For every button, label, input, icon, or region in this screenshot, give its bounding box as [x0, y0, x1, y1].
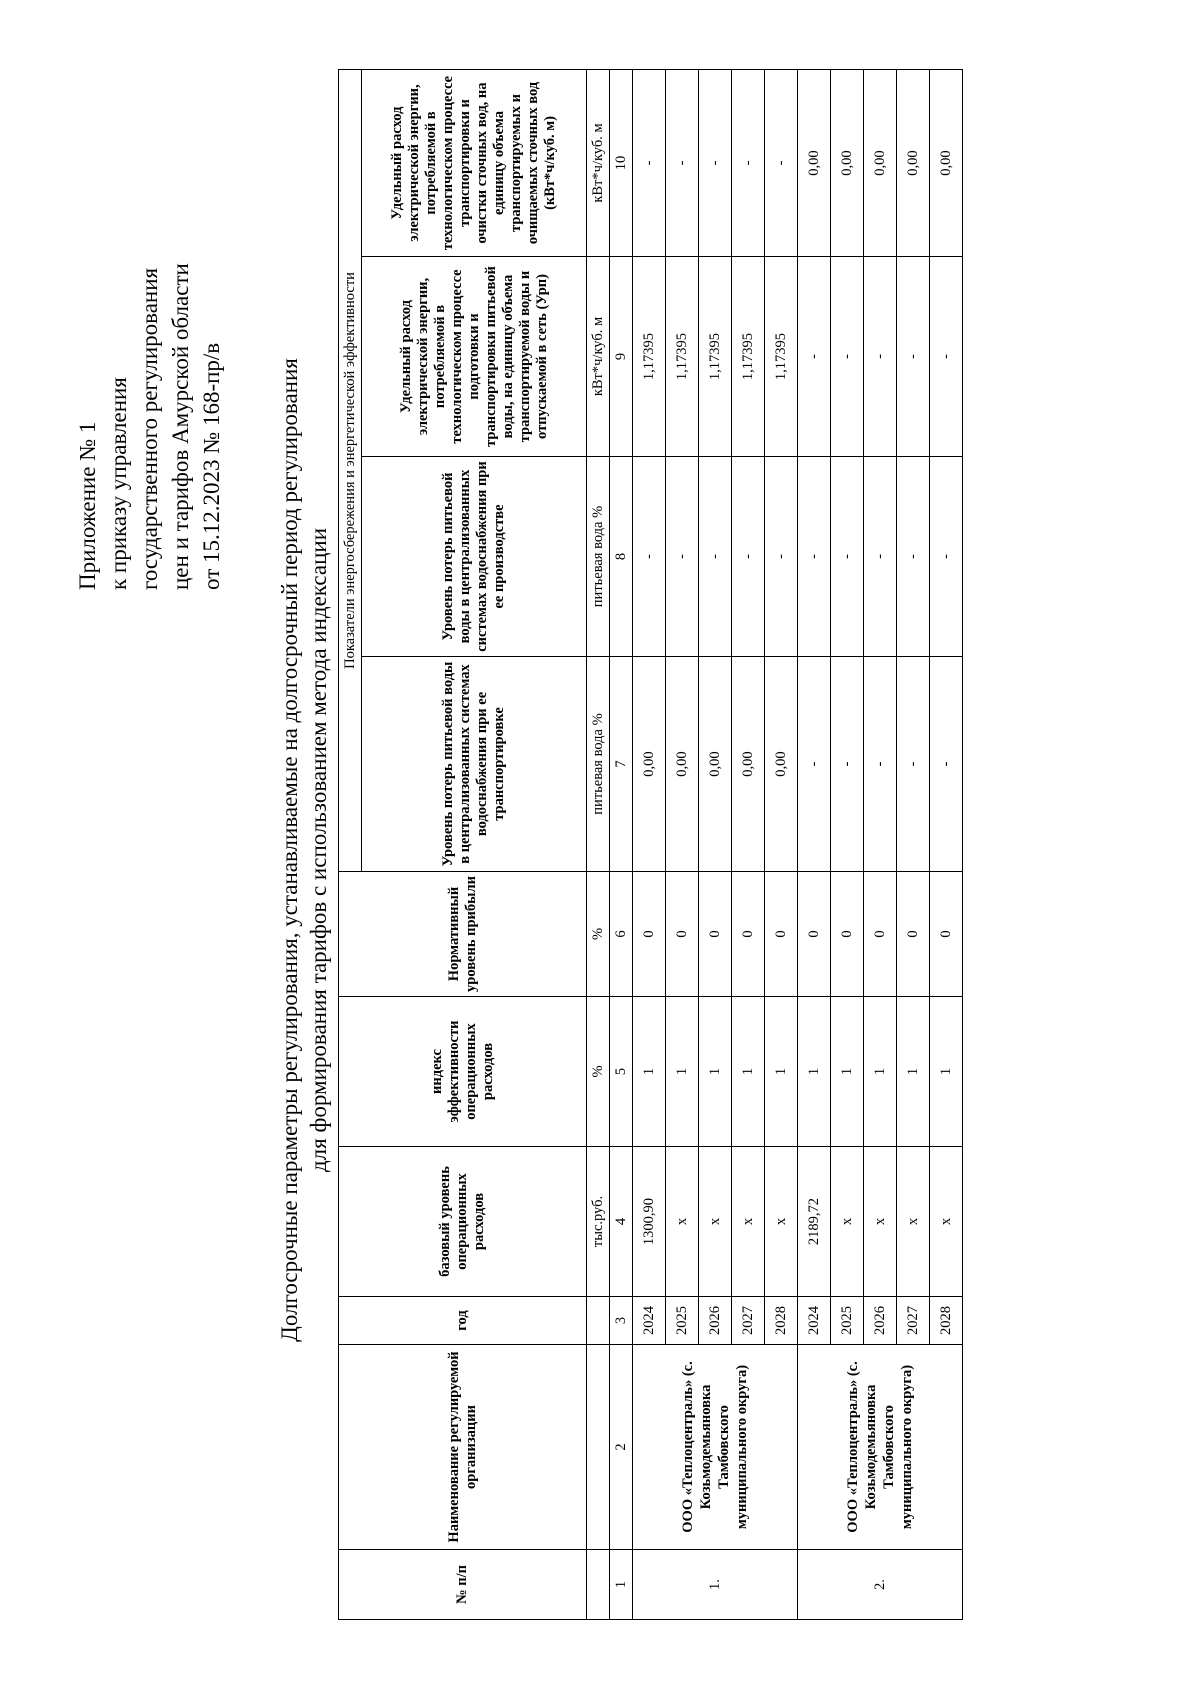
col-header-year: год: [339, 1297, 587, 1345]
base-opex-cell: х: [864, 1147, 897, 1297]
year-cell: 2026: [864, 1297, 897, 1345]
row-number: 1.: [633, 1550, 798, 1620]
unit-cell: [587, 1297, 610, 1345]
base-opex-cell: 1300,90: [633, 1147, 666, 1297]
loss-transport-cell: 0,00: [666, 657, 699, 872]
column-number: 8: [610, 457, 633, 657]
index-cell: 1: [798, 997, 831, 1147]
loss-transport-cell: 0,00: [633, 657, 666, 872]
column-number: 2: [610, 1345, 633, 1550]
energy-sewage-cell: -: [699, 69, 732, 256]
unit-cell: питьевая вода %: [587, 657, 610, 872]
col-header-energy-sewage: Удельный расход электрической энергии, потребляемой в технологическом процессе транспортировки и очистки сточных вод, на единицу объема транспортируемых и очищаемых сточных вод (кВт*ч/куб. м): [362, 69, 587, 256]
base-opex-cell: х: [897, 1147, 930, 1297]
rotated-document-page: [20, 60, 1110, 1640]
loss-transport-cell: 0,00: [699, 657, 732, 872]
col-header-profit: Нормативный уровень прибыли: [339, 872, 587, 997]
col-header-org: Наименование регулируемой организации: [339, 1345, 587, 1550]
column-number: 6: [610, 872, 633, 997]
column-number: 10: [610, 69, 633, 256]
unit-cell: кВт*ч/куб. м: [587, 69, 610, 256]
index-cell: 1: [864, 997, 897, 1147]
loss-production-cell: -: [930, 457, 963, 657]
unit-cell: кВт*ч/куб. м: [587, 257, 610, 457]
profit-cell: 0: [798, 872, 831, 997]
energy-sewage-cell: 0,00: [897, 69, 930, 256]
index-cell: 1: [765, 997, 798, 1147]
unit-cell: питьевая вода %: [587, 457, 610, 657]
index-cell: 1: [633, 997, 666, 1147]
table-row: [633, 69, 666, 1619]
index-cell: 1: [699, 997, 732, 1147]
profit-cell: 0: [864, 872, 897, 997]
energy-sewage-cell: -: [765, 69, 798, 256]
loss-production-cell: -: [666, 457, 699, 657]
table-row: [798, 69, 831, 1619]
profit-cell: 0: [699, 872, 732, 997]
loss-production-cell: -: [633, 457, 666, 657]
header-line: к приказу управления: [106, 377, 131, 590]
header-line: государственного регулирования: [137, 267, 162, 590]
loss-transport-cell: -: [930, 657, 963, 872]
energy-water-cell: -: [798, 257, 831, 457]
title-line-2: для формирования тарифов с использованием метода индексации: [306, 527, 331, 1173]
base-opex-cell: х: [666, 1147, 699, 1297]
profit-cell: 0: [831, 872, 864, 997]
profit-cell: 0: [897, 872, 930, 997]
title-line-1: Долгосрочные параметры регулирования, устанавливаемые на долгосрочный период регулирования: [277, 358, 302, 1342]
column-number: 9: [610, 257, 633, 457]
loss-transport-cell: 0,00: [732, 657, 765, 872]
unit-cell: [587, 1550, 610, 1620]
base-opex-cell: х: [699, 1147, 732, 1297]
loss-transport-cell: -: [831, 657, 864, 872]
index-cell: 1: [897, 997, 930, 1147]
column-number: 4: [610, 1147, 633, 1297]
unit-cell: %: [587, 997, 610, 1147]
index-cell: 1: [732, 997, 765, 1147]
base-opex-cell: х: [930, 1147, 963, 1297]
loss-production-cell: -: [798, 457, 831, 657]
energy-sewage-cell: -: [732, 69, 765, 256]
year-cell: 2027: [897, 1297, 930, 1345]
year-cell: 2025: [831, 1297, 864, 1345]
loss-production-cell: -: [732, 457, 765, 657]
index-cell: 1: [666, 997, 699, 1147]
header-line: цен и тарифов Амурской области: [168, 263, 193, 590]
base-opex-cell: 2189,72: [798, 1147, 831, 1297]
col-header-loss-production: Уровень потерь питьевой воды в централизованных системах водоснабжения при ее производстве: [362, 457, 587, 657]
column-number: 5: [610, 997, 633, 1147]
loss-production-cell: -: [765, 457, 798, 657]
profit-cell: 0: [732, 872, 765, 997]
energy-water-cell: -: [930, 257, 963, 457]
profit-cell: 0: [633, 872, 666, 997]
col-header-efficiency-index: индекс эффективности операционных расходов: [339, 997, 587, 1147]
energy-sewage-cell: 0,00: [831, 69, 864, 256]
year-cell: 2024: [798, 1297, 831, 1345]
energy-water-cell: 1,17395: [633, 257, 666, 457]
year-cell: 2024: [633, 1297, 666, 1345]
loss-production-cell: -: [864, 457, 897, 657]
energy-water-cell: -: [831, 257, 864, 457]
year-cell: 2028: [765, 1297, 798, 1345]
energy-sewage-cell: 0,00: [930, 69, 963, 256]
approval-header: [72, 70, 227, 590]
base-opex-cell: х: [732, 1147, 765, 1297]
loss-transport-cell: -: [864, 657, 897, 872]
energy-water-cell: -: [864, 257, 897, 457]
organization-name: ООО «Теплоцентраль» (с. Козьмодемьяновка Тамбовского муниципального округа): [633, 1345, 798, 1550]
index-cell: 1: [930, 997, 963, 1147]
base-opex-cell: х: [831, 1147, 864, 1297]
col-header-loss-transport: Уровень потерь питьевой воды в централизованных системах водоснабжения при ее транспортировке: [362, 657, 587, 872]
energy-water-cell: 1,17395: [666, 257, 699, 457]
energy-water-cell: -: [897, 257, 930, 457]
header-line: от 15.12.2023 № 168-пр/в: [199, 342, 224, 590]
header-line: Приложение № 1: [75, 421, 100, 590]
column-number: 1: [610, 1550, 633, 1620]
year-cell: 2027: [732, 1297, 765, 1345]
energy-water-cell: 1,17395: [732, 257, 765, 457]
loss-production-cell: -: [699, 457, 732, 657]
document-title: [275, 60, 333, 1640]
col-header-base-opex: базовый уровень операционных расходов: [339, 1147, 587, 1297]
loss-transport-cell: -: [897, 657, 930, 872]
loss-production-cell: -: [897, 457, 930, 657]
col-header-num: № п/п: [339, 1550, 587, 1620]
year-cell: 2025: [666, 1297, 699, 1345]
parameters-table: [338, 69, 963, 1620]
group-header-energy: Показатели энергосбережения и энергетической эффективности: [339, 69, 362, 871]
energy-water-cell: 1,17395: [765, 257, 798, 457]
profit-cell: 0: [765, 872, 798, 997]
organization-name: ООО «Теплоцентраль» (с. Козьмодемьяновка Тамбовского муниципального округа): [798, 1345, 963, 1550]
unit-cell: тыс.руб.: [587, 1147, 610, 1297]
energy-water-cell: 1,17395: [699, 257, 732, 457]
column-number: 7: [610, 657, 633, 872]
profit-cell: 0: [666, 872, 699, 997]
col-header-energy-water: Удельный расход электрической энергии, потребляемой в технологическом процессе подготовки и транспортировки питьевой воды, на единицу объема транспортируемой воды и отпускаемой в сеть (Урп): [362, 257, 587, 457]
year-cell: 2026: [699, 1297, 732, 1345]
energy-sewage-cell: 0,00: [864, 69, 897, 256]
loss-transport-cell: -: [798, 657, 831, 872]
unit-cell: %: [587, 872, 610, 997]
column-number: 3: [610, 1297, 633, 1345]
index-cell: 1: [831, 997, 864, 1147]
energy-sewage-cell: 0,00: [798, 69, 831, 256]
energy-sewage-cell: -: [633, 69, 666, 256]
unit-cell: [587, 1345, 610, 1550]
row-number: 2.: [798, 1550, 963, 1620]
loss-production-cell: -: [831, 457, 864, 657]
loss-transport-cell: 0,00: [765, 657, 798, 872]
base-opex-cell: х: [765, 1147, 798, 1297]
energy-sewage-cell: -: [666, 69, 699, 256]
profit-cell: 0: [930, 872, 963, 997]
year-cell: 2028: [930, 1297, 963, 1345]
